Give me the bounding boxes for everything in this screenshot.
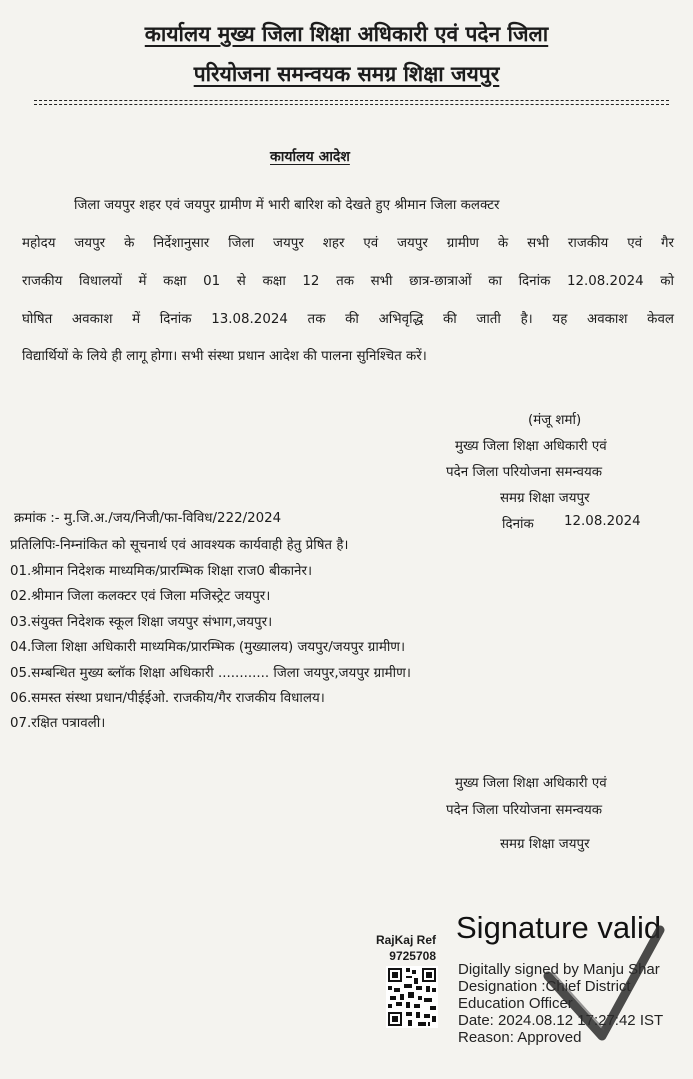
office-title-line-2: परियोजना समन्वयक समग्र शिक्षा जयपुर bbox=[193, 62, 500, 86]
rajkaj-number: 9725708 bbox=[389, 949, 436, 963]
designation-line-b: Education Officer bbox=[458, 995, 573, 1012]
copy-item-4: 04.जिला शिक्षा अधिकारी माध्यमिक/प्रारम्भिक (मुख्यालय) जयपुर/जयपुर ग्रामीण। bbox=[10, 640, 406, 655]
copy-item-1: 01.श्रीमान निदेशक माध्यमिक/प्रारम्भिक शिक्षा राज0 बीकानेर। bbox=[10, 564, 313, 579]
footer-designation-3: समग्र शिक्षा जयपुर bbox=[500, 837, 590, 852]
rajkaj-label: RajKaj Ref bbox=[375, 933, 436, 947]
office-title-line-1: कार्यालय मुख्य जिला शिक्षा अधिकारी एवं पदेन जिला bbox=[144, 22, 549, 46]
signature-reason: Reason: Approved bbox=[458, 1029, 582, 1046]
copy-item-5: 05.सम्बन्धित मुख्य ब्लॉक शिक्षा अधिकारी ............ जिला जयपुर,जयपुर ग्रामीण। bbox=[10, 666, 411, 681]
order-heading: कार्यालय आदेश bbox=[270, 149, 350, 165]
body-line-3: राजकीय विधालयों में कक्षा 01 से कक्षा 12 तक सभी छात्र-छात्राओं का दिनांक 12.08.2024 को bbox=[22, 274, 674, 289]
signed-by: Digitally signed by Manju Shar bbox=[458, 961, 660, 978]
designation-line-a: Designation :Chief District bbox=[458, 978, 631, 995]
signatory-designation-3: समग्र शिक्षा जयपुर bbox=[500, 491, 590, 506]
body-line-5: विद्यार्थियों के लिये ही लागू होगा। सभी संस्था प्रधान आदेश की पालना सुनिश्चित करें। bbox=[22, 349, 427, 364]
signature-valid-text: Signature valid bbox=[456, 910, 662, 945]
copy-item-6: 06.समस्त संस्था प्रधान/पीईईओ. राजकीय/गैर राजकीय विधालय। bbox=[10, 691, 325, 706]
copy-item-7: 07.रक्षित पत्रावली। bbox=[10, 716, 106, 731]
signature-date: Date: 2024.08.12 17:27:42 IST bbox=[458, 1012, 664, 1029]
signatory-designation-1: मुख्य जिला शिक्षा अधिकारी एवं bbox=[455, 439, 607, 454]
signatory-name: (मंजू शर्मा) bbox=[528, 413, 582, 428]
copy-item-2: 02.श्रीमान जिला कलक्टर एवं जिला मजिस्ट्रेट जयपुर। bbox=[10, 589, 271, 604]
order-number: क्रमांक :- मु.जि.अ./जय/निजी/फा-विविध/222/2024 bbox=[14, 511, 282, 526]
signatory-designation-2: पदेन जिला परियोजना समन्वयक bbox=[446, 465, 603, 480]
signatory-date-value: 12.08.2024 bbox=[564, 514, 641, 529]
body-line-4: घोषित अवकाश में दिनांक 13.08.2024 तक की अभिवृद्धि की जाती है। यह अवकाश केवल bbox=[22, 312, 674, 327]
body-line-2: महोदय जयपुर के निर्देशानुसार जिला जयपुर शहर एवं जयपुर ग्रामीण के सभी राजकीय एवं गैर bbox=[22, 236, 674, 251]
copy-intro: प्रतिलिपिः-निम्नांकित को सूचनार्थ एवं आवश्यक कार्यवाही हेतु प्रेषित है। bbox=[10, 538, 349, 553]
footer-designation-1: मुख्य जिला शिक्षा अधिकारी एवं bbox=[455, 776, 607, 791]
copy-item-3: 03.संयुक्त निदेशक स्कूल शिक्षा जयपुर संभाग,जयपुर। bbox=[10, 615, 273, 630]
signatory-date-label: दिनांक bbox=[502, 517, 534, 532]
body-line-1: जिला जयपुर शहर एवं जयपुर ग्रामीण में भारी बारिश को देखते हुए श्रीमान जिला कलक्टर bbox=[74, 198, 500, 213]
footer-designation-2: पदेन जिला परियोजना समन्वयक bbox=[446, 803, 603, 818]
